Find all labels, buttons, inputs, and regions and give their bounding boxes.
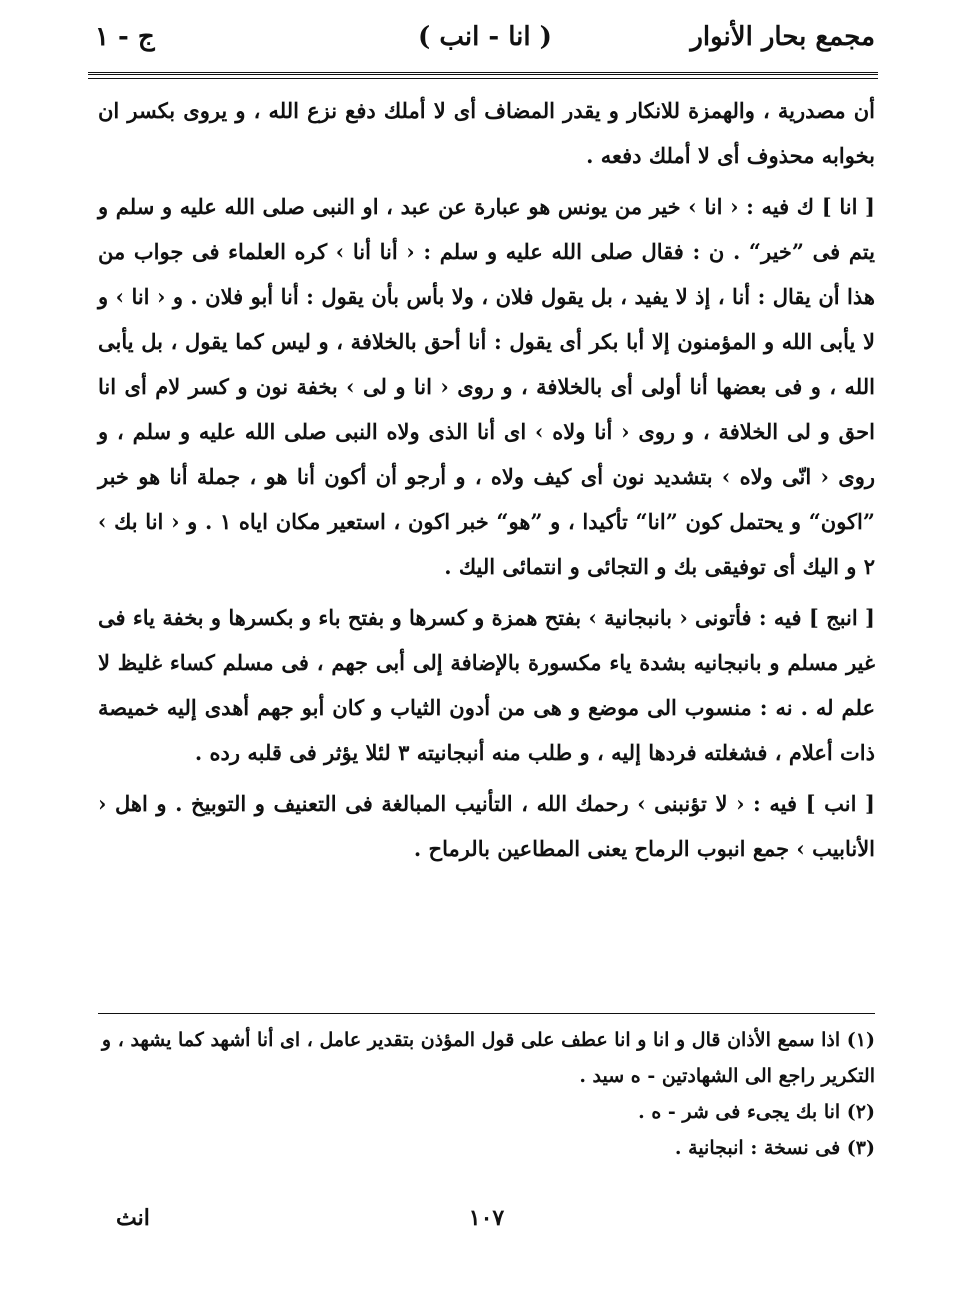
main-text <box>98 88 875 877</box>
page-footer <box>98 1205 875 1245</box>
entry-ana: [ انا ] ك فيه : ‹ انا › خير من يونس هو عبارة عن عبد ، او النبى صلى الله عليه و سلم و يتم فى ”خير“ . ن : فقال صلى الله عليه و سلم : ‹ أنا أنا › كره العلماء فى جواب من هذا أن يقال : أنا ، إذ لا يفيد ، بل يقول فلان ، ولا بأس بأن يقول : أنا أبو فلان . و ‹ انا › و لا يأبى الله و المؤمنون إلا أبا بكر أى يقول : أنا أحق بالخلافة ، و ليس كما يقول ، بل يأبى الله ، و فى بعضها أنا أولى أى بالخلافة ، و روى ‹ انا و لى › بخفة نون و كسر لام أى انا احق و لى الخلافة ، و روى ‹ أنا ولاه › اى أنا الذى ولاه النبى صلى الله عليه و سلم ، و روى ‹ انّى ولاه › بتشديد نون أى كيف ولاه ، و أرجو أن أكون أنا هو ، جملة أنا هو خبر ”اكون“ و يحتمل كون ”انا“ تأكيدا ، و ”هو“ خبر اكون ، استعير مكان اياه ١ . و ‹ انا بك › ٢ و اليك أى توفيقى بك و التجائى و انتمائى اليك . <box>98 194 875 579</box>
entry-anbaj: [ انبج ] فيه : فأتونى ‹ بانبجانية › بفتح همزة و كسرها و بفتح باء و بكسرها و بخفة ياء فى غير مسلم و بانبجانيه بشدة ياء مكسورة بالإضافة إلى أبى جهم ، فى مسلم كساء غليظ لا علم له . نه : منسوب الى موضع و هى من أدون الثياب و كان أبو جهم أهدى إليه خميصة ذات أعلام ، فشغلته فردها إليه ، و طلب منه أنبجانيته ٣ لئلا يؤثر فى قلبه رده . <box>98 605 875 765</box>
header-rule <box>88 72 878 79</box>
volume-label: ج - ١ <box>95 22 155 52</box>
paragraph-intro: أن مصدرية ، والهمزة للانكار و يقدر المضاف أى لا أملك دفع نزع الله ، و يروى بكسر ان بخوابه محذوف أى لا أملك دفعه . <box>98 98 875 168</box>
footnotes <box>98 1022 875 1166</box>
footnote-2: (٢) انا بك يجىء فى شر - ه . <box>638 1101 875 1123</box>
entry-anab: [ انب ] فيه : ‹ لا تؤنبنى › رحمك الله ، التأنيب المبالغة فى التعنيف و التوبيخ . و اهل ‹ الأنابيب › جمع انبوب الرماح يعنى المطاعين بالرماح . <box>98 791 875 861</box>
footnote-3: (٣) فى نسخة : انبجانية . <box>674 1137 875 1159</box>
catchword: انث <box>116 1205 150 1231</box>
footnote-1: (١) اذا سمع الأذان قال و انا و انا عطف على قول المؤذن بتقدير عامل ، اى أنا أشهد كما يشهد ، و التكرير راجع الى الشهادتين - ه سيد . <box>101 1029 875 1087</box>
footnote-rule <box>98 1013 875 1014</box>
page-number: ١٠٧ <box>468 1205 505 1231</box>
section-range: ( انا - انب ) <box>418 22 552 52</box>
running-header <box>95 22 875 66</box>
book-title: مجمع بحار الأنوار <box>690 22 875 52</box>
